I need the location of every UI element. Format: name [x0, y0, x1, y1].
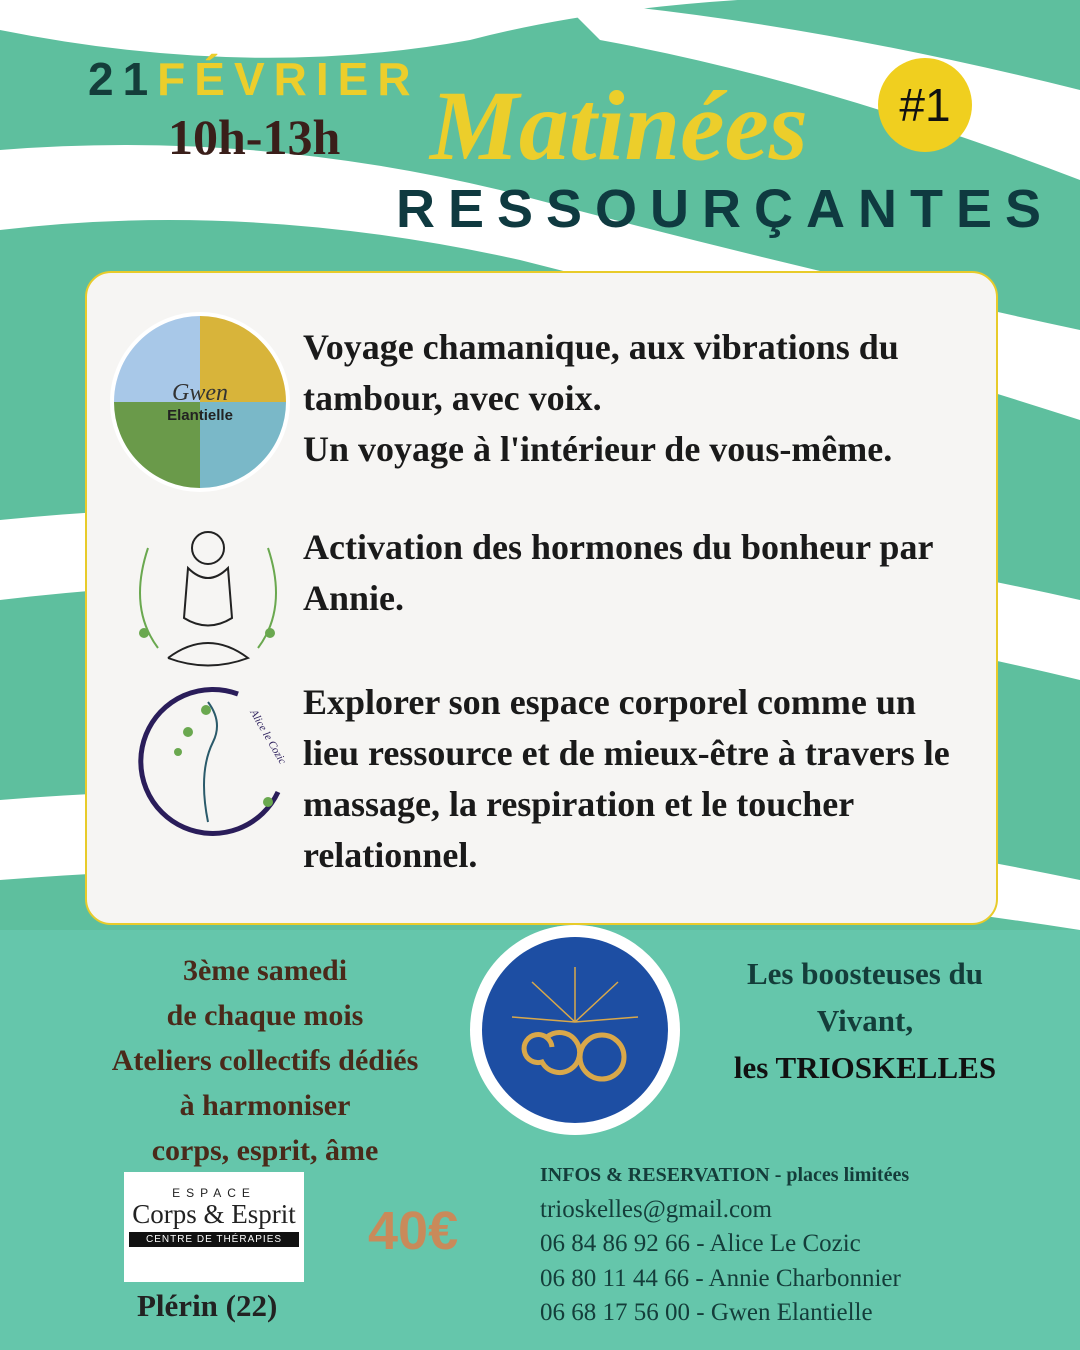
activity-3-text: Explorer son espace corporel comme un lieu ressource et de mieux-être à travers le massage, la respiration et le toucher relationnel. — [303, 682, 950, 875]
meditation-woman-icon — [128, 508, 288, 678]
trioskelles-sun-logo — [482, 937, 668, 1123]
organizers-line: Les boosteuses du — [747, 956, 983, 991]
organizers-line: les TRIOSKELLES — [733, 1050, 997, 1085]
activity-line: Un voyage à l'intérieur de vous-même. — [303, 429, 893, 469]
logo-text: Elantielle — [167, 407, 233, 424]
event-date — [88, 52, 420, 106]
alice-le-cozic-logo — [128, 682, 288, 842]
schedule-line: à harmoniser — [179, 1089, 351, 1122]
logo-text: CENTRE DE THÉRAPIES — [129, 1232, 299, 1247]
date-month: FÉVRIER — [157, 53, 420, 105]
location: Plérin (22) — [137, 1288, 278, 1323]
price: 40€ — [368, 1201, 459, 1261]
edition-badge: #1 — [878, 58, 972, 152]
subtitle: RESSOURÇANTES — [396, 179, 1055, 239]
schedule-text — [70, 948, 460, 1173]
schedule-line: corps, esprit, âme — [151, 1134, 379, 1167]
logo-text: Alice le Cozic — [247, 707, 288, 767]
contact-heading: INFOS & RESERVATION - places limitées — [540, 1164, 910, 1186]
activity-2-text: Activation des hormones du bonheur par Annie. — [303, 527, 933, 618]
activity-1-text — [303, 322, 963, 475]
contact-phone[interactable]: 06 80 11 44 66 - Annie Charbonnier — [540, 1264, 901, 1292]
logo-text: Corps & Esprit — [132, 1199, 296, 1229]
espace-corps-esprit-logo — [124, 1172, 304, 1282]
schedule-line: de chaque mois — [166, 999, 364, 1032]
activity-line: Voyage chamanique, aux vibrations du tambour, avec voix. — [303, 327, 899, 418]
organizers-text — [720, 950, 1010, 1091]
title: Matinées — [430, 70, 808, 181]
logo-text: ESPACE — [172, 1186, 256, 1200]
contact-phone[interactable]: 06 84 86 92 66 - Alice Le Cozic — [540, 1230, 861, 1257]
organizers-line: Vivant, — [816, 1003, 914, 1038]
contact-email[interactable]: trioskelles@gmail.com — [540, 1195, 773, 1223]
schedule-line: 3ème samedi — [182, 954, 348, 987]
event-hours: 10h-13h — [168, 109, 341, 165]
contact-phone[interactable]: 06 68 17 56 00 - Gwen Elantielle — [540, 1299, 873, 1326]
gwen-elantielle-logo — [110, 312, 290, 492]
schedule-line: Ateliers collectifs dédiés — [111, 1044, 419, 1077]
date-day: 21 — [88, 53, 158, 105]
contact-info — [540, 1158, 909, 1331]
logo-text: Gwen — [172, 380, 228, 406]
